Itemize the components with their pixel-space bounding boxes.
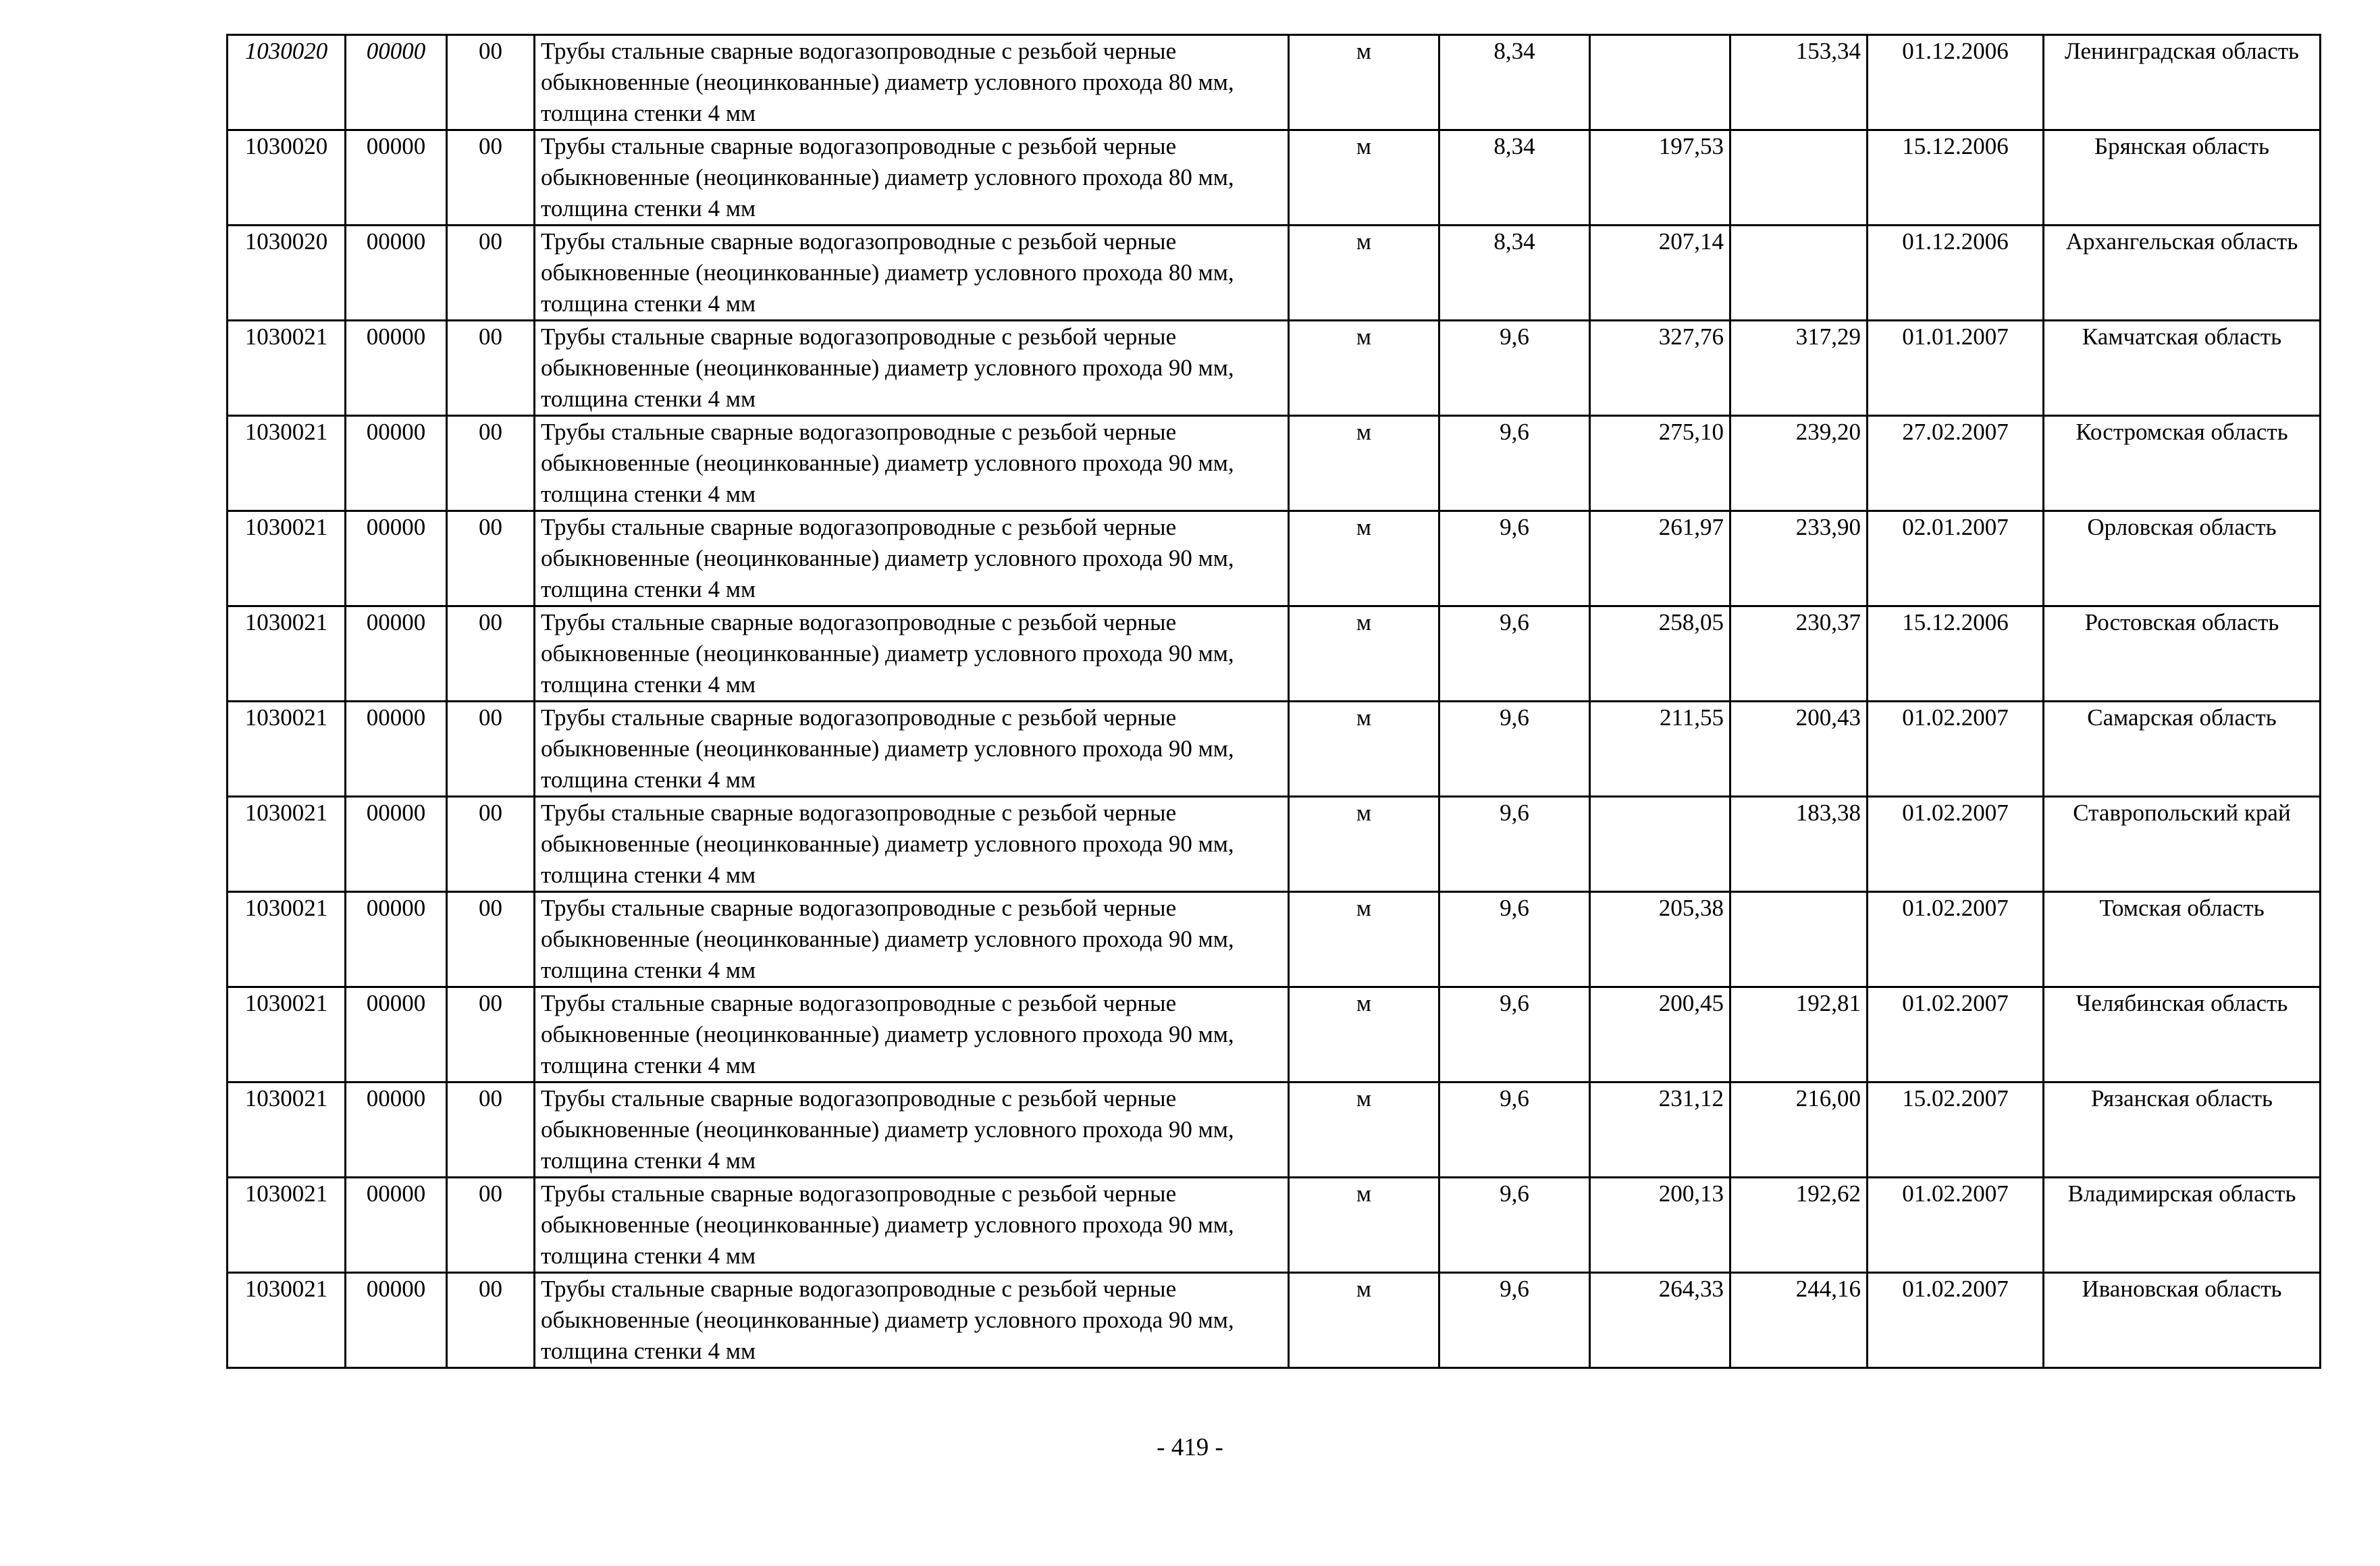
cell-price-1 bbox=[1590, 35, 1730, 130]
cell-weight: 8,34 bbox=[1439, 226, 1590, 321]
cell-price-2: 192,81 bbox=[1730, 987, 1868, 1082]
table-row bbox=[228, 226, 2321, 321]
cell-unit: м bbox=[1289, 321, 1439, 416]
cell-region: Рязанская область bbox=[2044, 1082, 2321, 1178]
cell-weight: 9,6 bbox=[1439, 1178, 1590, 1273]
cell-unit: м bbox=[1289, 797, 1439, 892]
cell-unit: м bbox=[1289, 987, 1439, 1082]
cell-description: Трубы стальные сварные водогазопроводные с резьбой черные обыкновенные (неоцинкованные) диаметр условного прохода 90 мм, толщина стенки 4 мм bbox=[535, 321, 1289, 416]
cell-version: 00 bbox=[447, 1082, 535, 1178]
table-row bbox=[228, 892, 2321, 987]
cell-weight: 9,6 bbox=[1439, 1273, 1590, 1368]
cell-description: Трубы стальные сварные водогазопроводные с резьбой черные обыкновенные (неоцинкованные) диаметр условного прохода 90 мм, толщина стенки 4 мм bbox=[535, 1082, 1289, 1178]
cell-region: Орловская область bbox=[2044, 511, 2321, 606]
cell-subcode: 00000 bbox=[346, 1178, 447, 1273]
cell-version: 00 bbox=[447, 35, 535, 130]
cell-date: 01.02.2007 bbox=[1868, 892, 2044, 987]
cell-date: 01.12.2006 bbox=[1868, 226, 2044, 321]
cell-weight: 9,6 bbox=[1439, 416, 1590, 511]
cell-description: Трубы стальные сварные водогазопроводные с резьбой черные обыкновенные (неоцинкованные) диаметр условного прохода 90 мм, толщина стенки 4 мм bbox=[535, 416, 1289, 511]
cell-price-1: 231,12 bbox=[1590, 1082, 1730, 1178]
cell-code: 1030020 bbox=[228, 226, 346, 321]
table-row bbox=[228, 606, 2321, 702]
table-row bbox=[228, 987, 2321, 1082]
cell-description: Трубы стальные сварные водогазопроводные с резьбой черные обыкновенные (неоцинкованные) диаметр условного прохода 90 мм, толщина стенки 4 мм bbox=[535, 1178, 1289, 1273]
table-row bbox=[228, 1178, 2321, 1273]
cell-date: 01.02.2007 bbox=[1868, 1178, 2044, 1273]
cell-region: Ленинградская область bbox=[2044, 35, 2321, 130]
cell-price-2: 216,00 bbox=[1730, 1082, 1868, 1178]
cell-unit: м bbox=[1289, 130, 1439, 226]
cell-description: Трубы стальные сварные водогазопроводные с резьбой черные обыкновенные (неоцинкованные) диаметр условного прохода 90 мм, толщина стенки 4 мм bbox=[535, 797, 1289, 892]
cell-unit: м bbox=[1289, 702, 1439, 797]
cell-price-2 bbox=[1730, 892, 1868, 987]
cell-date: 15.02.2007 bbox=[1868, 1082, 2044, 1178]
price-table bbox=[226, 34, 2321, 1369]
cell-code: 1030021 bbox=[228, 1178, 346, 1273]
cell-code: 1030021 bbox=[228, 1273, 346, 1368]
cell-unit: м bbox=[1289, 1082, 1439, 1178]
cell-price-1: 211,55 bbox=[1590, 702, 1730, 797]
cell-price-2: 239,20 bbox=[1730, 416, 1868, 511]
cell-price-1: 327,76 bbox=[1590, 321, 1730, 416]
cell-subcode: 00000 bbox=[346, 35, 447, 130]
cell-region: Камчатская область bbox=[2044, 321, 2321, 416]
cell-price-2: 233,90 bbox=[1730, 511, 1868, 606]
cell-description: Трубы стальные сварные водогазопроводные с резьбой черные обыкновенные (неоцинкованные) диаметр условного прохода 90 мм, толщина стенки 4 мм bbox=[535, 511, 1289, 606]
cell-price-1: 264,33 bbox=[1590, 1273, 1730, 1368]
cell-price-2: 183,38 bbox=[1730, 797, 1868, 892]
cell-region: Томская область bbox=[2044, 892, 2321, 987]
cell-region: Владимирская область bbox=[2044, 1178, 2321, 1273]
cell-price-2 bbox=[1730, 226, 1868, 321]
cell-price-1: 200,45 bbox=[1590, 987, 1730, 1082]
cell-code: 1030020 bbox=[228, 130, 346, 226]
cell-region: Ивановская область bbox=[2044, 1273, 2321, 1368]
cell-code: 1030021 bbox=[228, 1082, 346, 1178]
cell-code: 1030020 bbox=[228, 35, 346, 130]
cell-code: 1030021 bbox=[228, 797, 346, 892]
cell-date: 01.02.2007 bbox=[1868, 1273, 2044, 1368]
cell-region: Челябинская область bbox=[2044, 987, 2321, 1082]
cell-code: 1030021 bbox=[228, 606, 346, 702]
cell-subcode: 00000 bbox=[346, 987, 447, 1082]
cell-weight: 9,6 bbox=[1439, 1082, 1590, 1178]
cell-subcode: 00000 bbox=[346, 321, 447, 416]
cell-region: Ставропольский край bbox=[2044, 797, 2321, 892]
cell-date: 01.02.2007 bbox=[1868, 987, 2044, 1082]
cell-version: 00 bbox=[447, 130, 535, 226]
page-number: - 419 - bbox=[1157, 1434, 1223, 1461]
cell-region: Архангельская область bbox=[2044, 226, 2321, 321]
cell-version: 00 bbox=[447, 321, 535, 416]
cell-price-2: 200,43 bbox=[1730, 702, 1868, 797]
cell-weight: 9,6 bbox=[1439, 321, 1590, 416]
cell-date: 01.01.2007 bbox=[1868, 321, 2044, 416]
cell-unit: м bbox=[1289, 606, 1439, 702]
cell-description: Трубы стальные сварные водогазопроводные с резьбой черные обыкновенные (неоцинкованные) диаметр условного прохода 90 мм, толщина стенки 4 мм bbox=[535, 987, 1289, 1082]
cell-code: 1030021 bbox=[228, 321, 346, 416]
cell-subcode: 00000 bbox=[346, 606, 447, 702]
table-row bbox=[228, 35, 2321, 130]
table-body bbox=[228, 35, 2321, 1368]
cell-price-1: 197,53 bbox=[1590, 130, 1730, 226]
cell-version: 00 bbox=[447, 226, 535, 321]
cell-price-1: 207,14 bbox=[1590, 226, 1730, 321]
cell-version: 00 bbox=[447, 1178, 535, 1273]
cell-description: Трубы стальные сварные водогазопроводные с резьбой черные обыкновенные (неоцинкованные) диаметр условного прохода 90 мм, толщина стенки 4 мм bbox=[535, 606, 1289, 702]
cell-description: Трубы стальные сварные водогазопроводные с резьбой черные обыкновенные (неоцинкованные) диаметр условного прохода 90 мм, толщина стенки 4 мм bbox=[535, 892, 1289, 987]
table-row bbox=[228, 321, 2321, 416]
table-row bbox=[228, 702, 2321, 797]
cell-version: 00 bbox=[447, 606, 535, 702]
cell-weight: 8,34 bbox=[1439, 130, 1590, 226]
cell-unit: м bbox=[1289, 892, 1439, 987]
cell-price-2: 192,62 bbox=[1730, 1178, 1868, 1273]
cell-region: Ростовская область bbox=[2044, 606, 2321, 702]
cell-version: 00 bbox=[447, 416, 535, 511]
cell-subcode: 00000 bbox=[346, 416, 447, 511]
cell-price-1 bbox=[1590, 797, 1730, 892]
cell-unit: м bbox=[1289, 511, 1439, 606]
cell-code: 1030021 bbox=[228, 892, 346, 987]
cell-price-2: 153,34 bbox=[1730, 35, 1868, 130]
cell-region: Брянская область bbox=[2044, 130, 2321, 226]
cell-description: Трубы стальные сварные водогазопроводные с резьбой черные обыкновенные (неоцинкованные) диаметр условного прохода 80 мм, толщина стенки 4 мм bbox=[535, 226, 1289, 321]
cell-unit: м bbox=[1289, 35, 1439, 130]
cell-weight: 9,6 bbox=[1439, 797, 1590, 892]
cell-date: 01.02.2007 bbox=[1868, 702, 2044, 797]
cell-subcode: 00000 bbox=[346, 1082, 447, 1178]
cell-price-1: 258,05 bbox=[1590, 606, 1730, 702]
cell-price-1: 200,13 bbox=[1590, 1178, 1730, 1273]
cell-version: 00 bbox=[447, 511, 535, 606]
cell-price-1: 275,10 bbox=[1590, 416, 1730, 511]
cell-subcode: 00000 bbox=[346, 130, 447, 226]
cell-description: Трубы стальные сварные водогазопроводные с резьбой черные обыкновенные (неоцинкованные) диаметр условного прохода 80 мм, толщина стенки 4 мм bbox=[535, 35, 1289, 130]
table-row bbox=[228, 797, 2321, 892]
cell-unit: м bbox=[1289, 1273, 1439, 1368]
table-row bbox=[228, 1273, 2321, 1368]
cell-description: Трубы стальные сварные водогазопроводные с резьбой черные обыкновенные (неоцинкованные) диаметр условного прохода 90 мм, толщина стенки 4 мм bbox=[535, 1273, 1289, 1368]
cell-weight: 9,6 bbox=[1439, 702, 1590, 797]
cell-subcode: 00000 bbox=[346, 1273, 447, 1368]
cell-price-2: 317,29 bbox=[1730, 321, 1868, 416]
cell-code: 1030021 bbox=[228, 702, 346, 797]
cell-version: 00 bbox=[447, 892, 535, 987]
cell-unit: м bbox=[1289, 416, 1439, 511]
cell-subcode: 00000 bbox=[346, 226, 447, 321]
cell-date: 15.12.2006 bbox=[1868, 606, 2044, 702]
cell-price-2: 244,16 bbox=[1730, 1273, 1868, 1368]
cell-date: 01.02.2007 bbox=[1868, 797, 2044, 892]
cell-weight: 8,34 bbox=[1439, 35, 1590, 130]
cell-subcode: 00000 bbox=[346, 797, 447, 892]
table-row bbox=[228, 511, 2321, 606]
table-row bbox=[228, 1082, 2321, 1178]
cell-code: 1030021 bbox=[228, 416, 346, 511]
cell-weight: 9,6 bbox=[1439, 511, 1590, 606]
cell-weight: 9,6 bbox=[1439, 892, 1590, 987]
cell-date: 15.12.2006 bbox=[1868, 130, 2044, 226]
cell-version: 00 bbox=[447, 797, 535, 892]
cell-date: 27.02.2007 bbox=[1868, 416, 2044, 511]
cell-description: Трубы стальные сварные водогазопроводные с резьбой черные обыкновенные (неоцинкованные) диаметр условного прохода 80 мм, толщина стенки 4 мм bbox=[535, 130, 1289, 226]
cell-weight: 9,6 bbox=[1439, 606, 1590, 702]
cell-weight: 9,6 bbox=[1439, 987, 1590, 1082]
table-row bbox=[228, 130, 2321, 226]
cell-subcode: 00000 bbox=[346, 892, 447, 987]
cell-date: 02.01.2007 bbox=[1868, 511, 2044, 606]
cell-subcode: 00000 bbox=[346, 511, 447, 606]
cell-code: 1030021 bbox=[228, 987, 346, 1082]
cell-version: 00 bbox=[447, 987, 535, 1082]
cell-version: 00 bbox=[447, 1273, 535, 1368]
cell-unit: м bbox=[1289, 226, 1439, 321]
cell-price-2: 230,37 bbox=[1730, 606, 1868, 702]
cell-price-1: 205,38 bbox=[1590, 892, 1730, 987]
cell-region: Самарская область bbox=[2044, 702, 2321, 797]
cell-version: 00 bbox=[447, 702, 535, 797]
cell-unit: м bbox=[1289, 1178, 1439, 1273]
cell-description: Трубы стальные сварные водогазопроводные с резьбой черные обыкновенные (неоцинкованные) диаметр условного прохода 90 мм, толщина стенки 4 мм bbox=[535, 702, 1289, 797]
cell-region: Костромская область bbox=[2044, 416, 2321, 511]
cell-price-1: 261,97 bbox=[1590, 511, 1730, 606]
cell-date: 01.12.2006 bbox=[1868, 35, 2044, 130]
cell-price-2 bbox=[1730, 130, 1868, 226]
table-row bbox=[228, 416, 2321, 511]
cell-code: 1030021 bbox=[228, 511, 346, 606]
cell-subcode: 00000 bbox=[346, 702, 447, 797]
